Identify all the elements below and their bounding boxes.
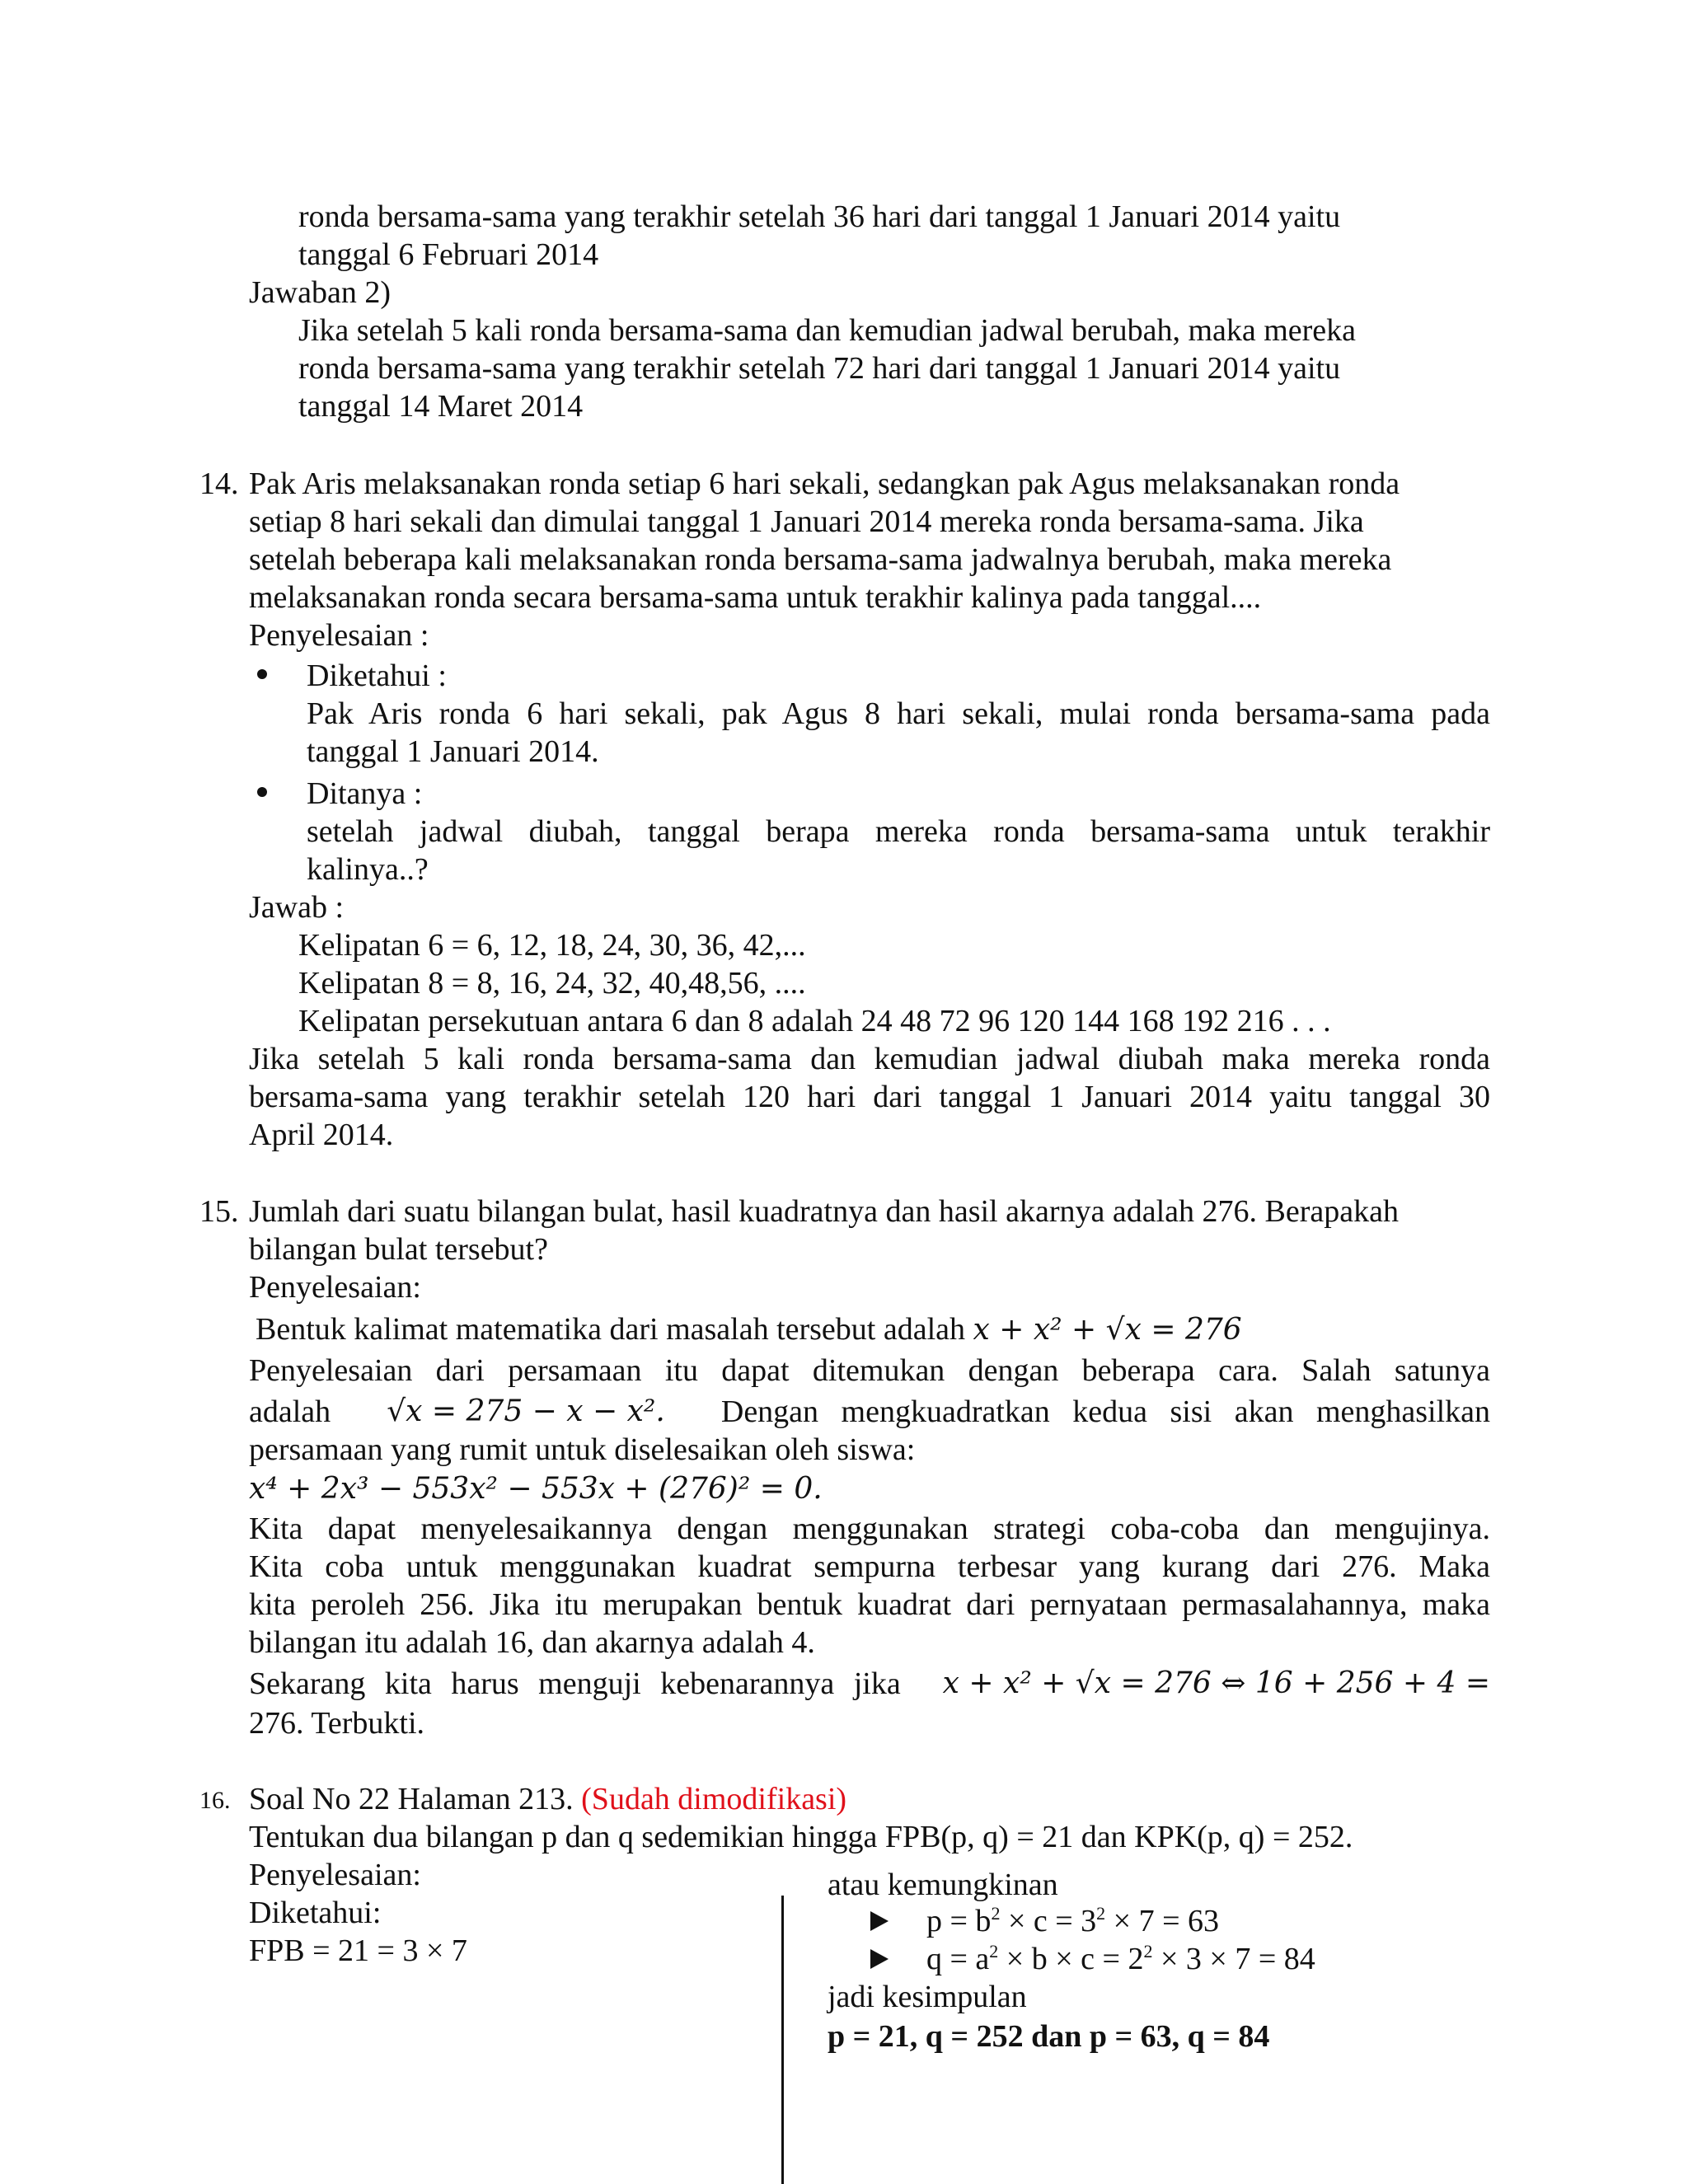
- q14-ditanya-line-2: kalinya..?: [307, 852, 429, 887]
- q16-result: p = 21, q = 252 dan p = 63, q = 84: [828, 2019, 1270, 2054]
- q15-problem-line-1: Jumlah dari suatu bilangan bulat, hasil kuadratnya dan hasil akarnya adalah 276. Berapakah: [249, 1194, 1399, 1229]
- q16-title: Soal No 22 Halaman 213.: [249, 1782, 574, 1816]
- q16-diketahui-label: Diketahui:: [249, 1896, 382, 1930]
- q15-strategy-line-1: Kita dapat menyelesaikannya dengan menggunakan strategi coba-coba dan mengujinya.: [249, 1511, 1490, 1546]
- q15-strategy-line-3: kita peroleh 256. Jika itu merupakan bentuk kuadrat dari pernyataan permasalahannya, maka: [249, 1587, 1490, 1622]
- q15-solution-line-3: persamaan yang rumit untuk diselesaikan oleh siswa:: [249, 1432, 916, 1467]
- jawaban-2-heading: Jawaban 2): [249, 275, 391, 310]
- q16-problem-line: Tentukan dua bilangan p dan q sedemikian hingga FPB(p, q) = 21 dan KPK(p, q) = 252.: [249, 1820, 1353, 1854]
- q16-title-line: [249, 1780, 846, 1818]
- q16-q-formula: $q = a^2 \times b \times c = 2^2 \times 3 \times 7 = 84$: [926, 1941, 1315, 1976]
- q16-penyelesaian-label: Penyelesaian:: [249, 1858, 421, 1892]
- column-divider: [781, 1896, 784, 2184]
- q14-conclusion-line-1: Jika setelah 5 kali ronda bersama-sama dan kemudian jadwal diubah maka mereka ronda: [249, 1042, 1490, 1076]
- q15-penyelesaian-label: Penyelesaian:: [249, 1270, 421, 1305]
- q16-number: 16.: [199, 1787, 231, 1814]
- q15-solution-line-1: Penyelesaian dari persamaan itu dapat ditemukan dengan beberapa cara. Salah satunya: [249, 1353, 1490, 1388]
- q16-atau-kemungkinan: atau kemungkinan: [828, 1868, 1058, 1902]
- q14-diketahui-label: Diketahui :: [307, 658, 447, 693]
- q15-kuadrat-text: Dengan mengkuadratkan kedua sisi akan menghasilkan: [720, 1394, 1490, 1429]
- cont-line-2: tanggal 6 Februari 2014: [298, 237, 599, 272]
- q16-modified-note: (Sudah dimodifikasi): [581, 1782, 847, 1816]
- cont-line-3: Jika setelah 5 kali ronda bersama-sama dan kemudian jadwal berubah, maka mereka: [298, 313, 1357, 348]
- q15-verify-text: Sekarang kita harus menguji kebenarannya jika: [249, 1666, 901, 1701]
- q14-problem-line-3: setelah beberapa kali melaksanakan ronda bersama-sama jadwalnya berubah, maka mereka: [249, 542, 1392, 577]
- cont-line-5: tanggal 14 Maret 2014: [298, 389, 584, 424]
- q15-problem-line-2: bilangan bulat tersebut?: [249, 1232, 548, 1267]
- q14-ditanya-label: Ditanya :: [307, 776, 423, 811]
- arrow-bullet-icon: [870, 1911, 889, 1931]
- q16-jadi-kesimpulan: jadi kesimpulan: [828, 1980, 1027, 2014]
- q14-kelipatan-6: Kelipatan 6 = 6, 12, 18, 24, 30, 36, 42,...: [298, 928, 806, 963]
- bullet-icon: [257, 787, 267, 797]
- q14-kelipatan-8: Kelipatan 8 = 8, 16, 24, 32, 40,48,56, ....: [298, 966, 806, 1001]
- q14-problem-line-1: Pak Aris melaksanakan ronda setiap 6 hari sekali, sedangkan pak Agus melaksanakan ronda: [249, 466, 1400, 501]
- cont-line-4: ronda bersama-sama yang terakhir setelah 72 hari dari tanggal 1 Januari 2014 yaitu: [298, 351, 1341, 386]
- q15-verify-line-2: 276. Terbukti.: [249, 1706, 425, 1741]
- q15-sqrt-equation: √x = 275 − x − x².: [387, 1394, 665, 1428]
- q15-adalah-text: adalah: [249, 1394, 331, 1429]
- q15-bentuk-text: Bentuk kalimat matematika dari masalah tersebut adalah: [256, 1312, 966, 1347]
- arrow-bullet-icon: [870, 1949, 889, 1969]
- q14-problem-line-4: melaksanakan ronda secara bersama-sama untuk terakhir kalinya pada tanggal....: [249, 580, 1262, 615]
- q16-p-formula: $p = b^2 \times c = 3^2 \times 7 = 63$: [926, 1903, 1220, 1938]
- q15-bentuk-line: [256, 1310, 1242, 1349]
- q14-number: 14.: [199, 466, 239, 501]
- q15-number: 15.: [199, 1194, 239, 1229]
- q15-strategy-line-4: bilangan itu adalah 16, dan akarnya adalah 4.: [249, 1625, 815, 1660]
- q15-strategy-line-2: Kita coba untuk menggunakan kuadrat sempurna terbesar yang kurang dari 276. Maka: [249, 1549, 1490, 1584]
- q14-conclusion-line-3: April 2014.: [249, 1118, 394, 1152]
- q15-verify-line-1: [249, 1665, 1490, 1703]
- q14-diketahui-line-1: Pak Aris ronda 6 hari sekali, pak Agus 8 hari sekali, mulai ronda bersama-sama pada: [307, 696, 1490, 731]
- q15-solution-line-2: [249, 1393, 1490, 1431]
- q14-ditanya-line-1: setelah jadwal diubah, tanggal berapa mereka ronda bersama-sama untuk terakhir: [307, 814, 1490, 849]
- q14-jawab-label: Jawab :: [249, 890, 345, 925]
- q14-diketahui-line-2: tanggal 1 Januari 2014.: [307, 734, 599, 769]
- q15-bentuk-equation: x + x² + √x = 276: [973, 1313, 1242, 1347]
- q14-penyelesaian-label: Penyelesaian :: [249, 618, 429, 653]
- q15-verify-equation: x + x² + √x = 276 ⇔ 16 + 256 + 4 =: [942, 1666, 1490, 1700]
- bullet-icon: [257, 669, 267, 679]
- q14-kelipatan-persekutuan: Kelipatan persekutuan antara 6 dan 8 adalah 24 48 72 96 120 144 168 192 216 . . .: [298, 1004, 1331, 1038]
- q14-conclusion-line-2: bersama-sama yang terakhir setelah 120 hari dari tanggal 1 Januari 2014 yaitu tanggal 30: [249, 1080, 1490, 1114]
- q15-quartic-equation: x⁴ + 2x³ − 553x² − 553x + (276)² = 0.: [249, 1472, 823, 1506]
- q14-problem-line-2: setiap 8 hari sekali dan dimulai tanggal 1 Januari 2014 mereka ronda bersama-sama. Jika: [249, 504, 1364, 539]
- q16-fpb-line: FPB = 21 = 3 × 7: [249, 1933, 467, 1968]
- cont-line-1: ronda bersama-sama yang terakhir setelah 36 hari dari tanggal 1 Januari 2014 yaitu: [298, 199, 1341, 234]
